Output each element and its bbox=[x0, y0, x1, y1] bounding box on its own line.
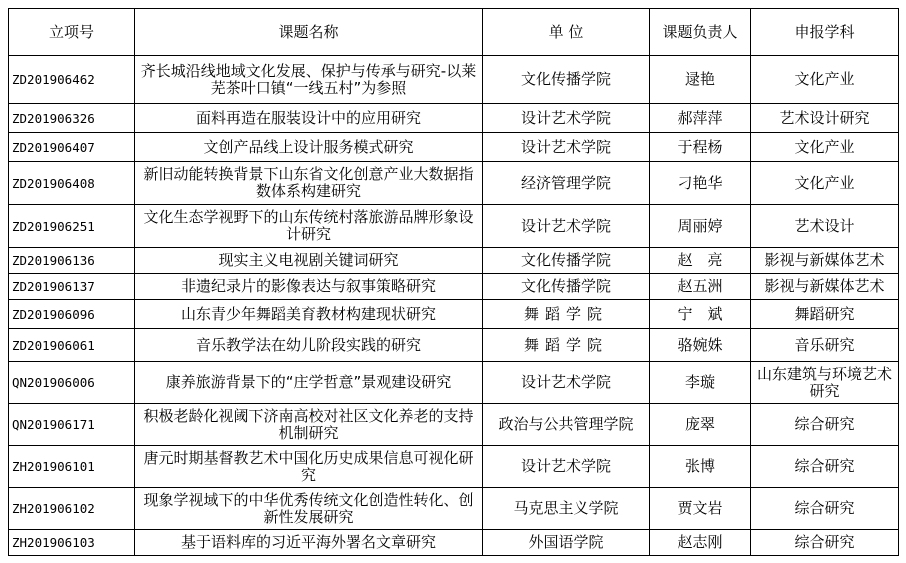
cell-title: 积极老龄化视阈下济南高校对社区文化养老的支持机制研究 bbox=[135, 404, 483, 446]
table-row bbox=[9, 404, 899, 446]
table-body bbox=[9, 56, 899, 556]
header-code: 立项号 bbox=[9, 9, 135, 56]
cell-code: ZD201906251 bbox=[9, 205, 135, 248]
cell-leader: 赵 亮 bbox=[650, 248, 751, 274]
cell-unit: 马克思主义学院 bbox=[483, 488, 650, 530]
cell-title: 唐元时期基督教艺术中国化历史成果信息可视化研究 bbox=[135, 446, 483, 488]
cell-leader: 逯艳 bbox=[650, 56, 751, 104]
cell-title: 文创产品线上设计服务模式研究 bbox=[135, 133, 483, 162]
cell-discipline: 综合研究 bbox=[751, 404, 899, 446]
cell-code: ZD201906326 bbox=[9, 104, 135, 133]
cell-unit: 外国语学院 bbox=[483, 530, 650, 556]
table-row bbox=[9, 300, 899, 329]
cell-unit: 舞蹈学院 bbox=[483, 300, 650, 329]
cell-discipline: 影视与新媒体艺术 bbox=[751, 248, 899, 274]
cell-unit: 舞蹈学院 bbox=[483, 329, 650, 362]
cell-code: ZD201906096 bbox=[9, 300, 135, 329]
cell-leader: 刁艳华 bbox=[650, 162, 751, 205]
table-row bbox=[9, 248, 899, 274]
cell-discipline: 艺术设计研究 bbox=[751, 104, 899, 133]
cell-code: ZD201906137 bbox=[9, 274, 135, 300]
cell-code: ZD201906407 bbox=[9, 133, 135, 162]
cell-code: ZH201906103 bbox=[9, 530, 135, 556]
cell-leader: 于程杨 bbox=[650, 133, 751, 162]
cell-code: ZD201906462 bbox=[9, 56, 135, 104]
table-row bbox=[9, 205, 899, 248]
cell-discipline: 综合研究 bbox=[751, 488, 899, 530]
table-row bbox=[9, 274, 899, 300]
cell-unit: 文化传播学院 bbox=[483, 248, 650, 274]
cell-unit: 设计艺术学院 bbox=[483, 205, 650, 248]
header-unit: 单 位 bbox=[483, 9, 650, 56]
header-title: 课题名称 bbox=[135, 9, 483, 56]
cell-leader: 贾文岩 bbox=[650, 488, 751, 530]
cell-code: ZD201906136 bbox=[9, 248, 135, 274]
cell-title: 新旧动能转换背景下山东省文化创意产业大数据指数体系构建研究 bbox=[135, 162, 483, 205]
cell-code: ZD201906408 bbox=[9, 162, 135, 205]
cell-discipline: 影视与新媒体艺术 bbox=[751, 274, 899, 300]
cell-leader: 赵志刚 bbox=[650, 530, 751, 556]
header-discipline: 申报学科 bbox=[751, 9, 899, 56]
cell-unit: 经济管理学院 bbox=[483, 162, 650, 205]
cell-title: 基于语料库的习近平海外署名文章研究 bbox=[135, 530, 483, 556]
cell-discipline: 山东建筑与环境艺术研究 bbox=[751, 362, 899, 404]
cell-unit: 政治与公共管理学院 bbox=[483, 404, 650, 446]
table-row bbox=[9, 362, 899, 404]
cell-title: 现实主义电视剧关键词研究 bbox=[135, 248, 483, 274]
cell-title: 现象学视域下的中华优秀传统文化创造性转化、创新性发展研究 bbox=[135, 488, 483, 530]
cell-discipline: 文化产业 bbox=[751, 162, 899, 205]
cell-discipline: 文化产业 bbox=[751, 56, 899, 104]
cell-title: 文化生态学视野下的山东传统村落旅游品牌形象设计研究 bbox=[135, 205, 483, 248]
cell-discipline: 综合研究 bbox=[751, 446, 899, 488]
cell-leader: 李璇 bbox=[650, 362, 751, 404]
table-row bbox=[9, 133, 899, 162]
cell-code: QN201906006 bbox=[9, 362, 135, 404]
cell-leader: 宁 斌 bbox=[650, 300, 751, 329]
cell-code: QN201906171 bbox=[9, 404, 135, 446]
cell-discipline: 音乐研究 bbox=[751, 329, 899, 362]
cell-unit: 设计艺术学院 bbox=[483, 362, 650, 404]
table-row bbox=[9, 446, 899, 488]
cell-leader: 周丽婷 bbox=[650, 205, 751, 248]
cell-discipline: 综合研究 bbox=[751, 530, 899, 556]
cell-leader: 庞翠 bbox=[650, 404, 751, 446]
cell-unit: 设计艺术学院 bbox=[483, 133, 650, 162]
table-row bbox=[9, 530, 899, 556]
cell-discipline: 艺术设计 bbox=[751, 205, 899, 248]
cell-leader: 骆婉姝 bbox=[650, 329, 751, 362]
cell-leader: 赵五洲 bbox=[650, 274, 751, 300]
cell-discipline: 文化产业 bbox=[751, 133, 899, 162]
cell-title: 齐长城沿线地域文化发展、保护与传承与研究-以莱芜茶叶口镇“一线五村”为参照 bbox=[135, 56, 483, 104]
table-row bbox=[9, 162, 899, 205]
cell-leader: 张博 bbox=[650, 446, 751, 488]
cell-title: 康养旅游背景下的“庄学哲意”景观建设研究 bbox=[135, 362, 483, 404]
cell-discipline: 舞蹈研究 bbox=[751, 300, 899, 329]
cell-unit: 设计艺术学院 bbox=[483, 446, 650, 488]
cell-leader: 郝萍萍 bbox=[650, 104, 751, 133]
table-row bbox=[9, 329, 899, 362]
cell-unit: 文化传播学院 bbox=[483, 56, 650, 104]
cell-title: 音乐教学法在幼儿阶段实践的研究 bbox=[135, 329, 483, 362]
table-row bbox=[9, 104, 899, 133]
cell-title: 非遗纪录片的影像表达与叙事策略研究 bbox=[135, 274, 483, 300]
cell-code: ZH201906101 bbox=[9, 446, 135, 488]
header-leader: 课题负责人 bbox=[650, 9, 751, 56]
cell-unit: 设计艺术学院 bbox=[483, 104, 650, 133]
cell-unit: 文化传播学院 bbox=[483, 274, 650, 300]
cell-code: ZH201906102 bbox=[9, 488, 135, 530]
cell-title: 面料再造在服装设计中的应用研究 bbox=[135, 104, 483, 133]
cell-title: 山东青少年舞蹈美育教材构建现状研究 bbox=[135, 300, 483, 329]
table-row bbox=[9, 488, 899, 530]
header-row bbox=[9, 9, 899, 56]
table-row bbox=[9, 56, 899, 104]
project-table bbox=[8, 8, 899, 556]
cell-code: ZD201906061 bbox=[9, 329, 135, 362]
